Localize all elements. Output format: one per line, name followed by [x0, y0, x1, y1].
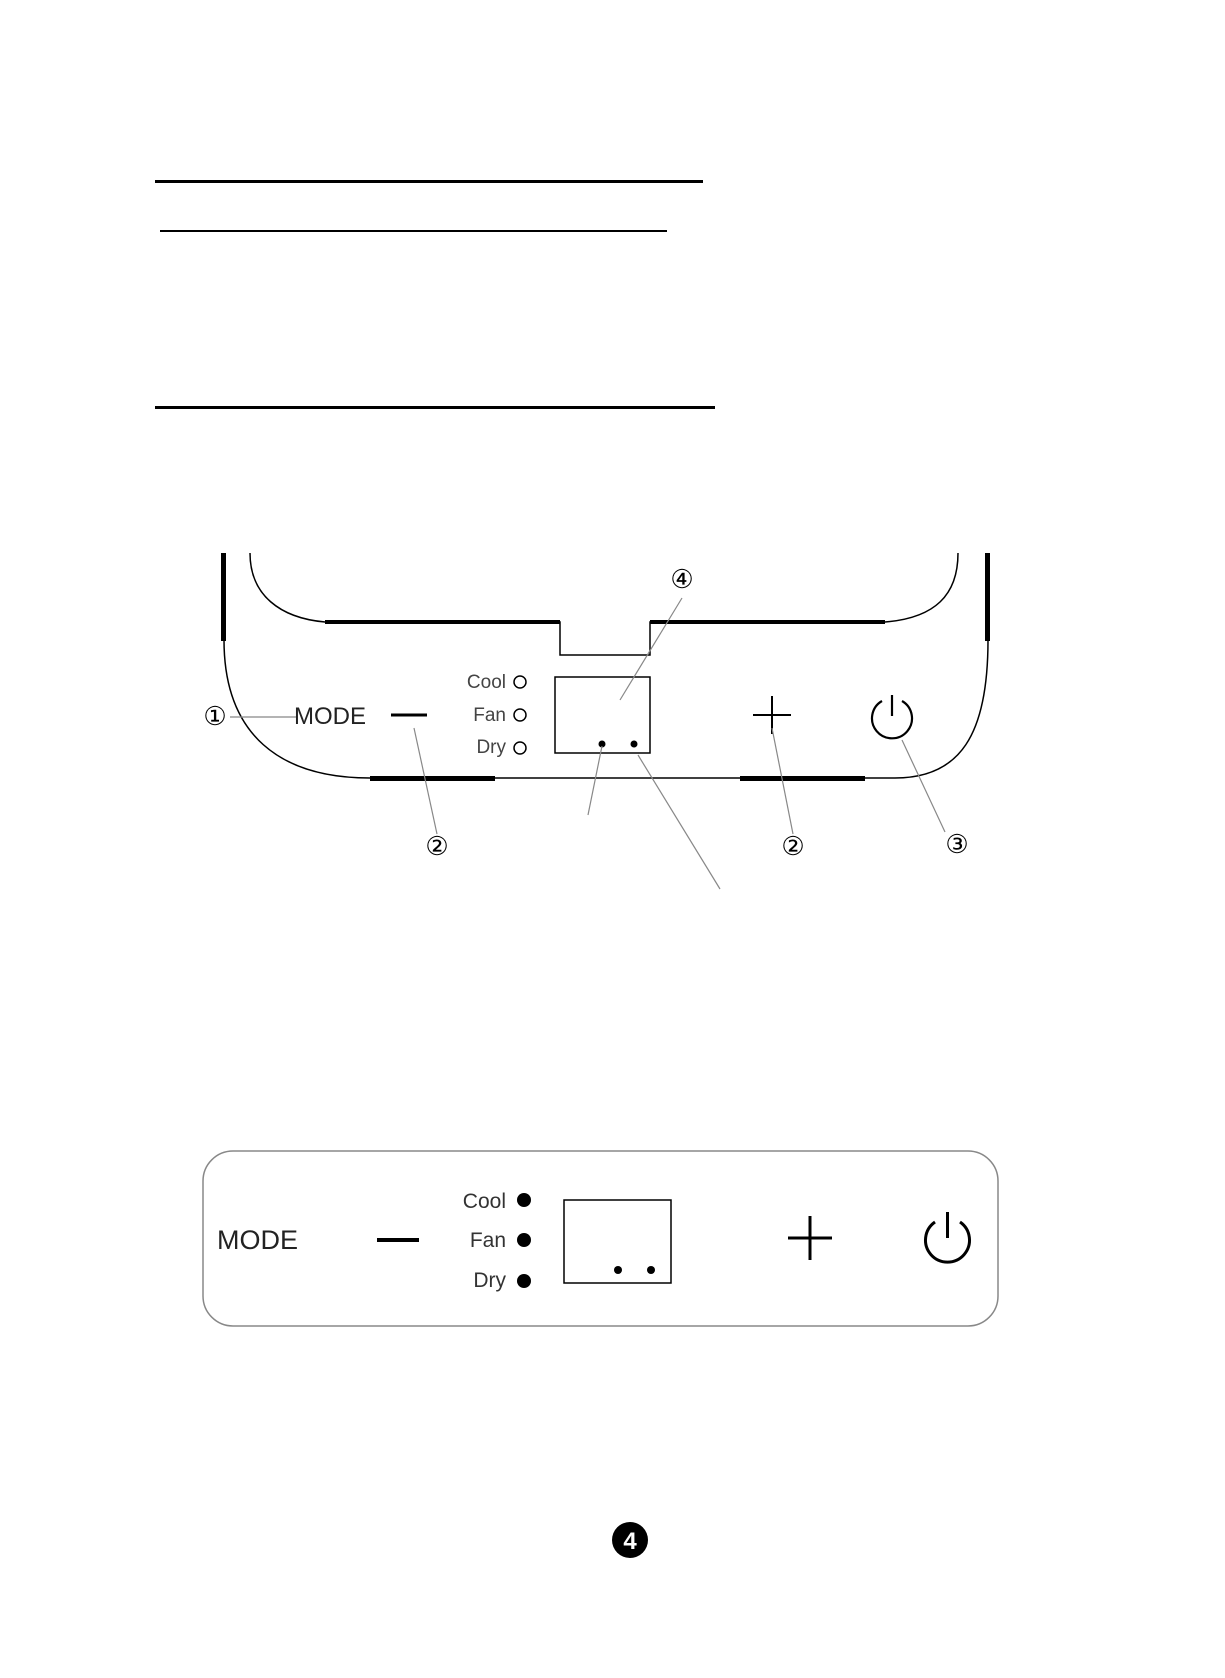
lower-indicator-cool-label: Cool: [462, 1190, 506, 1213]
callout-3: ③: [945, 829, 969, 859]
lower-indicator-dry-label: Dry: [473, 1269, 506, 1292]
upper-indicator-fan-label: Fan: [473, 705, 506, 726]
lower-display-dot-right: [647, 1266, 655, 1274]
callout-4: ④: [670, 564, 694, 594]
lower-indicator-fan-led: [517, 1233, 531, 1247]
callout-1: ①: [203, 701, 227, 731]
lower-power-icon: [926, 1212, 970, 1262]
upper-mode-label: MODE: [294, 703, 366, 730]
upper-indicator-fan-led: [514, 709, 526, 721]
page-number: 4: [623, 1528, 637, 1555]
lower-indicator-dry-led: [517, 1274, 531, 1288]
lower-mode-label: MODE: [217, 1225, 298, 1255]
callout-2-right: ②: [781, 831, 805, 861]
lower-display-dot-left: [614, 1266, 622, 1274]
lower-indicator-cool-led: [517, 1193, 531, 1207]
upper-indicator-cool-label: Cool: [466, 672, 506, 693]
lower-panel-frame: [203, 1151, 998, 1326]
callout-2-left: ②: [425, 831, 449, 861]
upper-indicator-cool-led: [514, 676, 526, 688]
upper-display-dot-right: [631, 741, 638, 748]
panel-housing: [221, 553, 990, 781]
upper-indicator-dry-led: [514, 742, 526, 754]
lower-plus-button: [788, 1216, 832, 1260]
lower-indicator-fan-label: Fan: [469, 1229, 506, 1252]
upper-indicator-dry-label: Dry: [476, 737, 506, 758]
callout-leader-lines: [230, 598, 945, 889]
upper-power-icon: [872, 695, 912, 738]
